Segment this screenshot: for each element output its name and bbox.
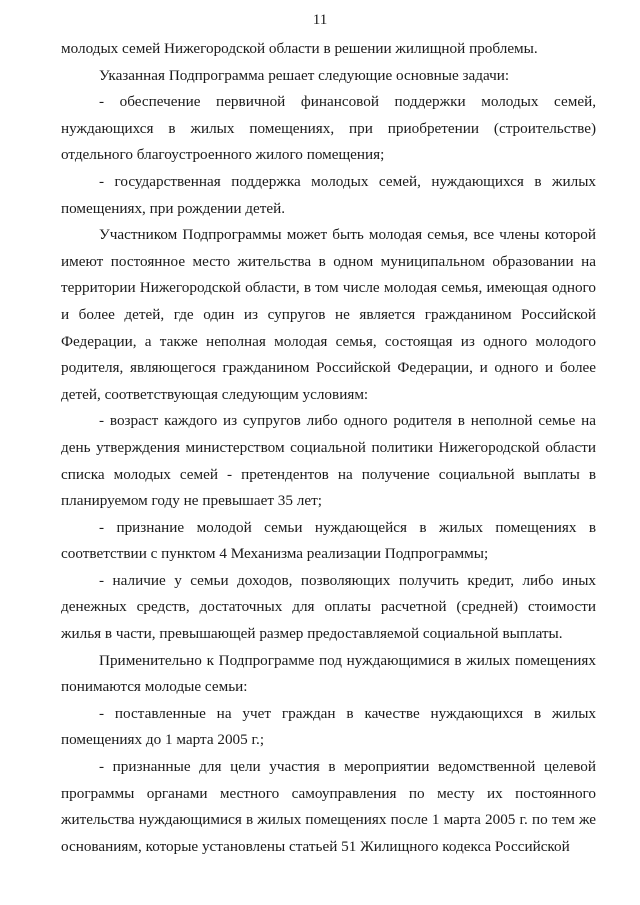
paragraph: - обеспечение первичной финансовой поддержки молодых семей, нуждающихся в жилых помещениях, при приобретении (строительстве) отдельного благоустроенного жилого помещения; <box>61 93 596 164</box>
paragraph: Участником Подпрограммы может быть молодая семья, все члены которой имеют постоянное место жительства в одном муниципальном образовании на территории Нижегородской области, в том числе молодая семья, имеющая одного и более детей, где один из супругов не является гражданином Российской Федерации, а также неполная молодая семья, состоящая из одного молодого родителя, являющегося гражданином Российской Федерации, и одного и более детей, соответствующая следующим условиям: <box>61 226 596 403</box>
paragraph: - признание молодой семьи нуждающейся в жилых помещениях в соответствии с пунктом 4 Механизма реализации Подпрограммы; <box>61 518 596 563</box>
document-body <box>61 36 596 860</box>
paragraph: - государственная поддержка молодых семей, нуждающихся в жилых помещениях, при рождении детей. <box>61 172 596 217</box>
paragraph: - наличие у семьи доходов, позволяющих получить кредит, либо иных денежных средств, достаточных для оплаты расчетной (средней) стоимости жилья в части, превышающей размер предоставляемой социальной выплаты. <box>61 571 596 643</box>
paragraph: - поставленные на учет граждан в качестве нуждающихся в жилых помещениях до 1 марта 2005 г.; <box>61 704 596 749</box>
page-number: 11 <box>312 11 328 28</box>
paragraph: - признанные для цели участия в мероприятии ведомственной целевой программы органами местного самоуправления по месту их постоянного жительства нуждающимися в жилых помещениях после 1 марта 2005 г. по тем же основаниям, которые установлены статьей 51 Жилищного кодекса Российской <box>61 758 596 855</box>
paragraph: молодых семей Нижегородской области в решении жилищной проблемы. <box>61 40 538 57</box>
paragraph: - возраст каждого из супругов либо одного родителя в неполной семье на день утверждения министерством социальной политики Нижегородской области списка молодых семей - претендентов на получение социальной выплаты в планируемом году не превышает 35 лет; <box>61 412 596 510</box>
paragraph: Указанная Подпрограмма решает следующие основные задачи: <box>99 66 510 84</box>
paragraph: Применительно к Подпрограмме под нуждающимися в жилых помещениях понимаются молодые семьи: <box>61 651 596 696</box>
